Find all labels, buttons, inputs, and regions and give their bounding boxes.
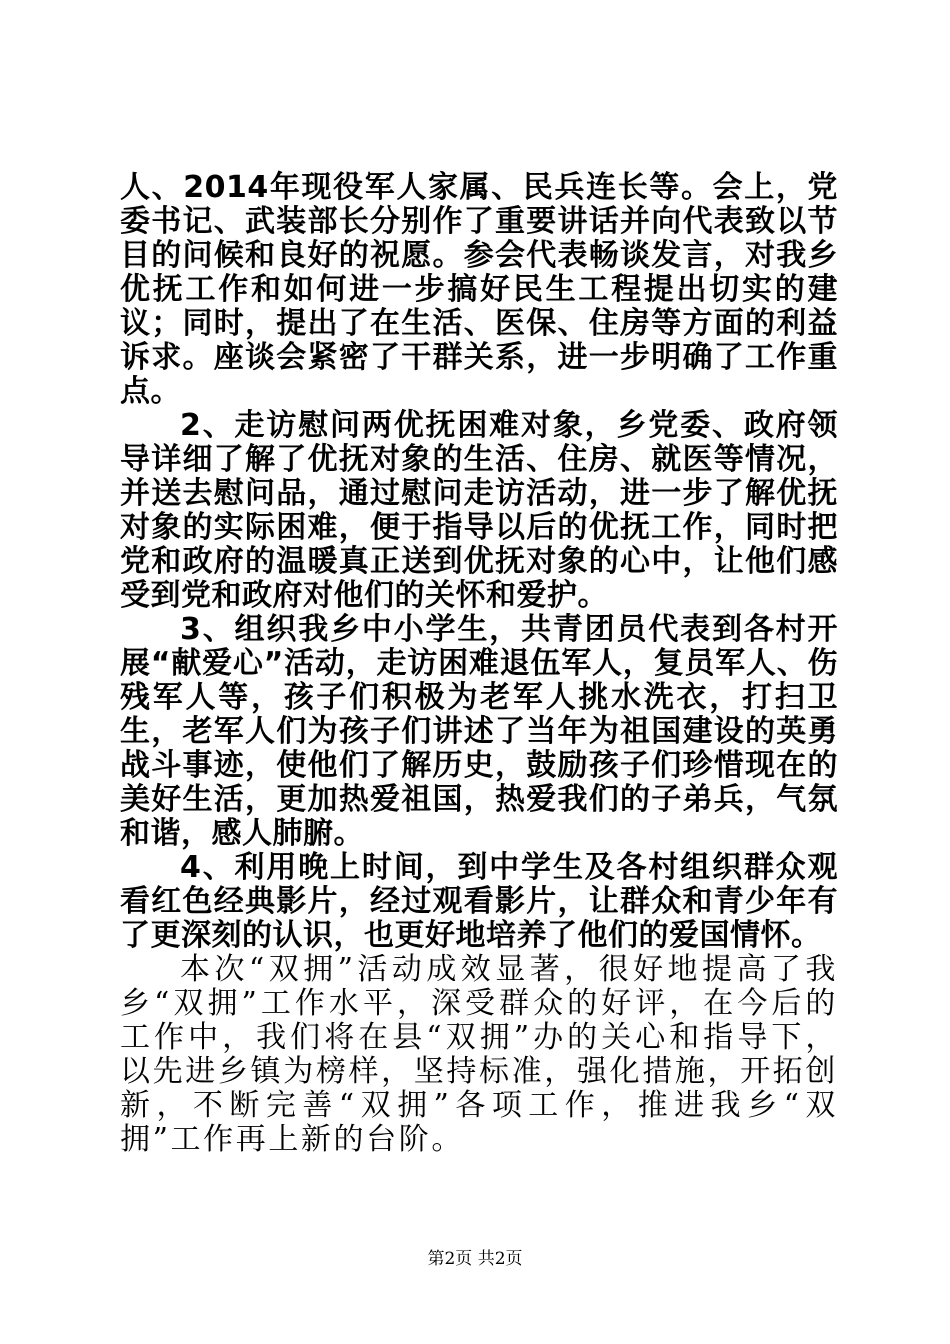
paragraph-item-2: 2、走访慰问两优抚困难对象，乡党委、政府领导详细了解了优抚对象的生活、住房、就医等情况，并送去慰问品，通过慰问走访活动，进一步了解优抚对象的实际困难，便于指导以后的优抚工作，同时把党和政府的温暖真正送到优抚对象的心中，让他们感受到党和政府对他们的关怀和爱护。 [120, 408, 838, 613]
document-body [120, 171, 838, 1157]
page-number-footer: 第2页 共2页 [427, 1249, 523, 1269]
paragraph-meeting-summary: 人、2014年现役军人家属、民兵连长等。会上，党委书记、武装部长分别作了重要讲话并向代表致以节目的问候和良好的祝愿。参会代表畅谈发言，对我乡优抚工作和如何进一步搞好民生工程提出切实的建议；同时，提出了在生活、医保、住房等方面的利益诉求。座谈会紧密了干群关系，进一步明确了工作重点。 [120, 170, 838, 409]
paragraph-conclusion: 本次“双拥”活动成效显著，很好地提高了我乡“双拥”工作水平，深受群众的好评，在今后的工作中，我们将在县“双拥”办的关心和指导下，以先进乡镇为榜样，坚持标准，强化措施，开拓创新，不断完善“双拥”各项工作，推进我乡“双拥”工作再上新的台阶。 [120, 952, 838, 1157]
paragraph-item-4: 4、利用晚上时间，到中学生及各村组织群众观看红色经典影片，经过观看影片，让群众和青少年有了更深刻的认识，也更好地培养了他们的爱国情怀。 [120, 850, 838, 953]
paragraph-item-3: 3、组织我乡中小学生，共青团员代表到各村开展“献爱心”活动，走访困难退伍军人，复员军人、伤残军人等，孩子们积极为老军人挑水洗衣，打扫卫生，老军人们为孩子们讲述了当年为祖国建设的英勇战斗事迹，使他们了解历史，鼓励孩子们珍惜现在的美好生活，更加热爱祖国，热爱我们的子弟兵，气氛和谐，感人肺腑。 [120, 612, 838, 851]
